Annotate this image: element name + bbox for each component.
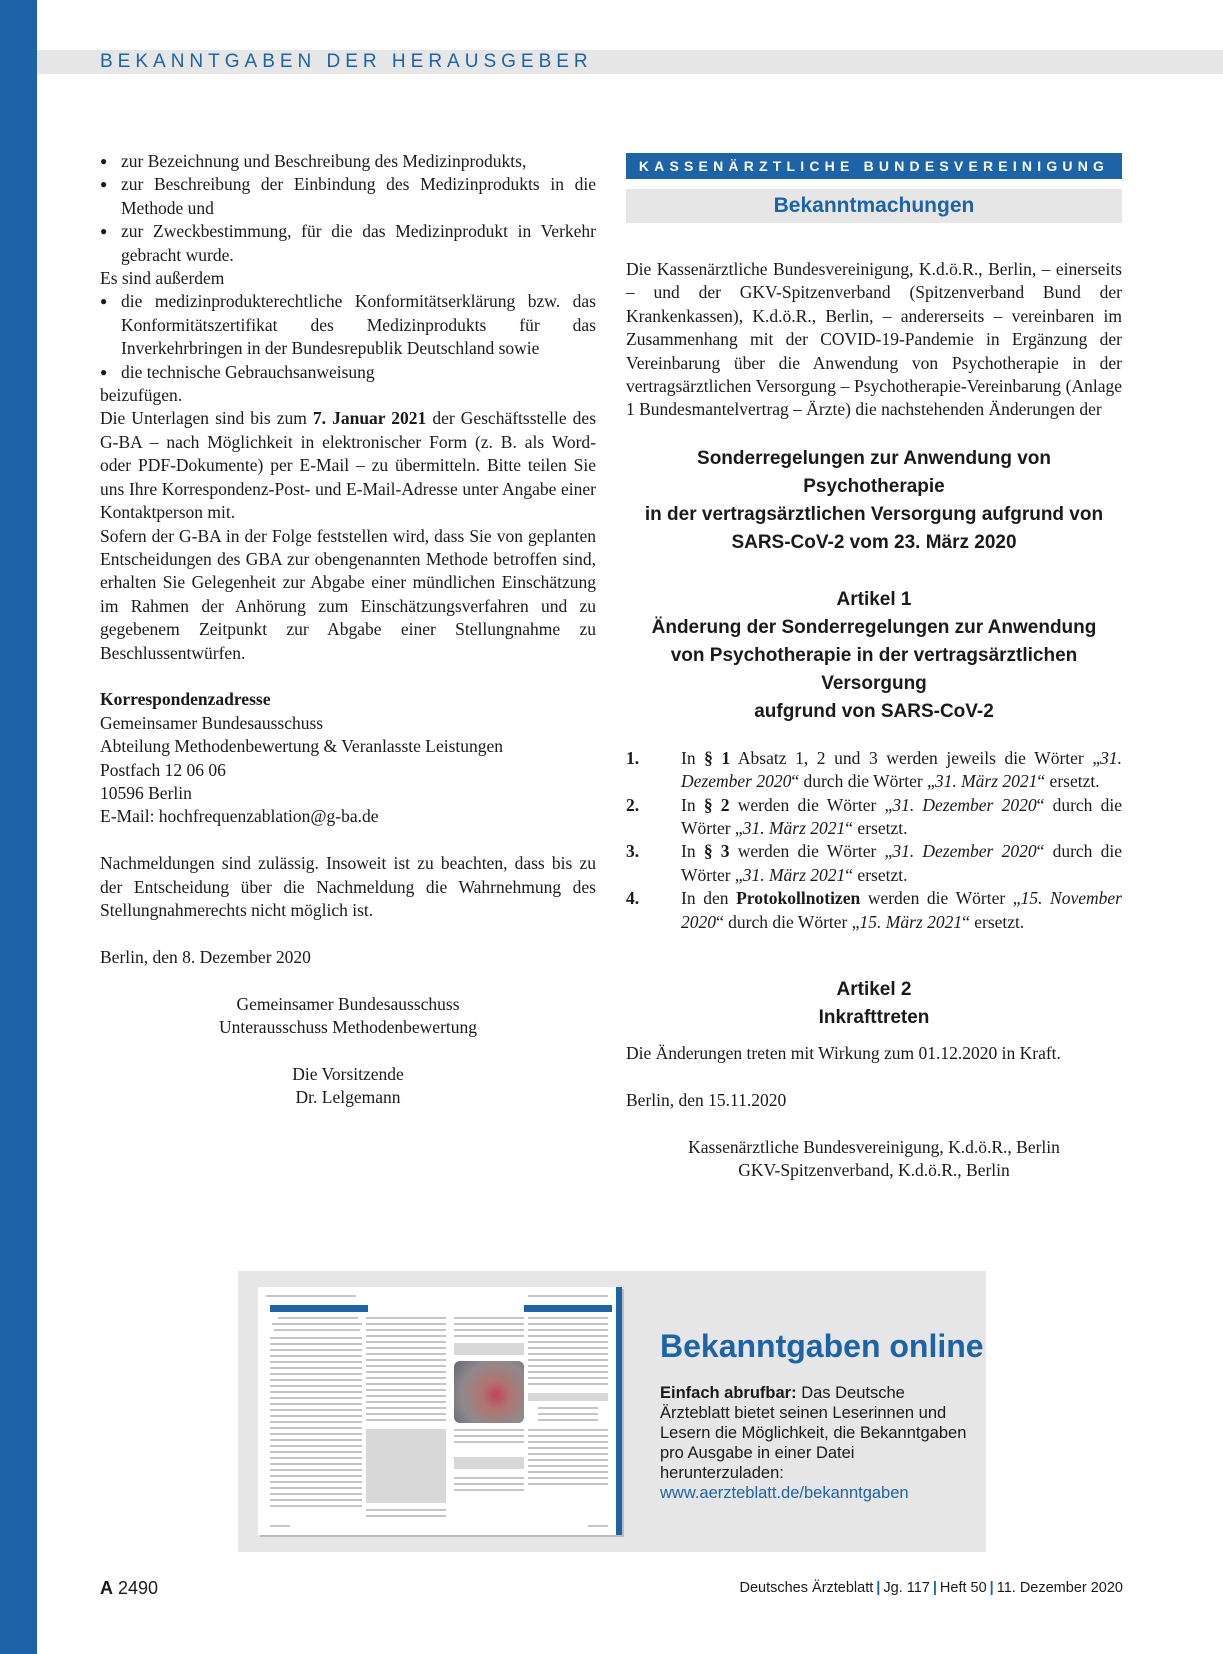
title-line: Sonderregelungen zur Anwendung von Psychotherapie: [697, 447, 1051, 497]
item-number: 4.: [626, 888, 640, 909]
inkraft-paragraph: Die Änderungen treten mit Wirkung zum 01.12.2020 in Kraft.: [626, 1043, 1061, 1064]
list-item: ● die technische Gebrauchsanweisung: [100, 361, 596, 384]
korrespondenz-heading-text: Korrespondenzadresse: [100, 689, 271, 710]
deadline-paragraph: [100, 407, 596, 524]
section-title: BEKANNTGABEN DER HERAUSGEBER: [100, 51, 593, 72]
list-item: ● die medizinprodukterechtliche Konformitätserklärung bzw. das Konformitätszertifikat des Medizinprodukts für das Inverkehrbringen in der Bundesrepublik Deutschland sowie: [100, 290, 596, 360]
ad-lead: Einfach abrufbar:: [660, 1384, 797, 1402]
artikel-line: aufgrund von SARS-CoV-2: [754, 700, 994, 722]
item-text: “ durch die Wörter „: [681, 794, 1123, 839]
item-text: “ durch die Wörter „: [681, 841, 1123, 885]
ad-title: Bekanntgaben online: [660, 1328, 984, 1364]
deadline-post: der Geschäftsstelle des G-BA – nach Möglichkeit in elektronischer Form (z. B. als Word- oder PDF-Dokumente) per E-Mail – zu übermitteln. Bitte teilen Sie uns Ihre Korrespondenz-Post- und E-Mail-Adresse unter Angabe einer Kontaktperson mit.: [100, 408, 597, 523]
list-item: [626, 887, 1122, 934]
item-ref: § 1: [704, 747, 731, 768]
bekanntmachungen-heading: Bekanntmachungen: [626, 189, 1122, 223]
item-text: In: [681, 747, 705, 768]
item-number: 2.: [626, 794, 640, 815]
item-text: werden die Wörter „: [729, 841, 893, 862]
item-text: In: [681, 794, 704, 815]
item-old-date: 31. Dezember 2020: [681, 747, 1122, 792]
journal-issue: Heft 50: [939, 1580, 987, 1596]
email-line: E-Mail: hochfrequenzablation@g-ba.de: [100, 806, 379, 827]
item-text: Absatz 1, 2 und 3 werden jeweils die Wörter „: [730, 747, 1101, 768]
item-new-date: 31. März 2021: [742, 818, 846, 839]
list-item: [626, 747, 1122, 794]
korrespondenz-heading: [100, 688, 596, 711]
item-text: “ ersetzt.: [962, 911, 1025, 932]
right-date: Berlin, den 15.11.2020: [626, 1089, 787, 1110]
item-text: “ durch die Wörter „: [716, 911, 860, 932]
item-text: werden die Wörter „: [729, 794, 893, 815]
page-number-value: 2490: [118, 1578, 159, 1598]
item-old-date: 31. Dezember 2020: [892, 794, 1037, 815]
artikel-1-heading: [626, 586, 1122, 726]
item-text: werden die Wörter „: [860, 888, 1021, 909]
journal-date: 11. Dezember 2020: [996, 1580, 1123, 1596]
list-item: ● zur Bezeichnung und Beschreibung des Medizinprodukts,: [100, 150, 596, 173]
title-line: in der vertragsärztlichen Versorgung aufgrund von: [644, 503, 1104, 525]
artikel-line: von Psychotherapie in der vertragsärztlichen Versorgung: [670, 644, 1078, 694]
deadline-pre: Die Unterlagen sind bis zum: [100, 408, 313, 429]
ad-body: Das Deutsche Ärzteblatt bietet seinen Leserinnen und Lesern die Möglichkeit, die Bekanntgaben pro Ausgabe in einer Datei herunterzuladen:: [660, 1384, 967, 1482]
ad-description: [660, 1383, 970, 1503]
artikel-line: Inkrafttreten: [818, 1007, 930, 1029]
item-text: In den: [681, 888, 737, 909]
intro-paragraph: Die Kassenärztliche Bundesvereinigung, K.d.ö.R., Berlin, – einerseits – und der GKV-Spitzenverband (Spitzenverband Bund der Krankenkassen), K.d.ö.R., Berlin, – andererseits – vereinbaren im Zusammenhang mit der COVID-19-Pandemie in Ergänzung der Vereinbarung über die Anwendung von Psychotherapie in der vertragsärztlichen Versorgung – Psychotherapie-Vereinbarung (Anlage 1 Bundesmantelvertrag – Ärzte) die nachstehenden Änderungen der: [626, 259, 1122, 420]
address-line: Gemeinsamer Bundesausschuss: [100, 712, 324, 733]
page-preview-image: [258, 1287, 622, 1535]
amendment-list: [626, 747, 1122, 934]
item-text: “ durch die Wörter „: [791, 771, 935, 792]
title-line: SARS-CoV-2 vom 23. März 2020: [731, 531, 1017, 553]
page-number: [100, 1576, 158, 1600]
list-item: ● zur Beschreibung der Einbindung des Medizinprodukts in die Methode und: [100, 173, 596, 220]
bullet-list-1: [100, 150, 596, 267]
journal-name: Deutsches Ärzteblatt: [739, 1580, 874, 1596]
list-item: [626, 794, 1122, 841]
item-new-date: 15. März 2021: [859, 911, 963, 932]
anhoerung-paragraph: Sofern der G-BA in der Folge feststellen wird, dass Sie von geplanten Entscheidungen des GBA zur obengenannten Methode betroffen sind, erhalten Sie Gelegenheit zur Abgabe einer mündlichen Einschätzung im Rahmen der Anhörung zum Einschätzungsverfahren und zu gegebenem Zeitpunkt zur Abgabe einer Stellungnahme zu Beschlussentwürfen.: [100, 525, 596, 663]
page-prefix: A: [100, 1578, 113, 1598]
signature-org: Gemeinsamer Bundesausschuss: [236, 993, 460, 1014]
item-number: 1.: [626, 747, 640, 768]
kbv-banner: KASSENÄRZTLICHE BUNDESVEREINIGUNG: [626, 153, 1122, 179]
address-line: Postfach 12 06 06: [100, 759, 226, 780]
address-block: [100, 712, 596, 829]
left-column: [100, 150, 596, 1110]
item-text: “ ersetzt.: [845, 818, 908, 839]
left-date: Berlin, den 8. Dezember 2020: [100, 946, 311, 967]
preview-photo: [454, 1361, 524, 1423]
beizufuegen: beizufügen.: [100, 385, 183, 406]
item-text: In: [681, 841, 704, 862]
item-ref: § 2: [703, 794, 730, 815]
item-number: 3.: [626, 841, 640, 862]
document-title: [626, 445, 1122, 557]
artikel-2-heading: [626, 976, 1122, 1032]
artikel-line: Artikel 2: [836, 979, 912, 1001]
journal-info: Deutsches Ärzteblatt | Jg. 117 | Heft 50 | 11. Dezember 2020: [739, 1580, 1123, 1596]
item-new-date: 31. März 2021: [742, 864, 846, 885]
signature-role: Die Vorsitzende: [292, 1063, 404, 1084]
signature-committee: Unterausschuss Methodenbewertung: [218, 1016, 478, 1037]
journal-volume: Jg. 117: [883, 1580, 930, 1596]
right-column: [626, 153, 1122, 1183]
sind-ausserdem: Es sind außerdem: [100, 268, 225, 289]
item-old-date: 15. November 2020: [681, 888, 1122, 932]
online-ad-box: [238, 1271, 986, 1552]
list-item: [626, 840, 1122, 887]
bullet-list-2: [100, 290, 596, 384]
item-ref: § 3: [703, 841, 730, 862]
item-new-date: 31. März 2021: [934, 771, 1038, 792]
item-old-date: 31. Dezember 2020: [892, 841, 1037, 862]
ad-link[interactable]: www.aerzteblatt.de/bekanntgaben: [660, 1484, 909, 1502]
address-line: Abteilung Methodenbewertung & Veranlasste Leistungen: [100, 736, 504, 757]
item-ref: Protokollnotizen: [736, 888, 861, 909]
item-text: “ ersetzt.: [845, 864, 908, 885]
signature-name: Dr. Lelgemann: [295, 1087, 401, 1108]
deadline-date: 7. Januar 2021: [312, 408, 427, 429]
nachmeldungen-paragraph: Nachmeldungen sind zulässig. Insoweit ist zu beachten, dass bis zu der Entscheidung über die Nachmeldung die Wahrnehmung des Stellungnahmerechts nicht möglich ist.: [100, 853, 596, 920]
address-line: 10596 Berlin: [100, 782, 192, 803]
list-item: ● zur Zweckbestimmung, für die das Medizinprodukt in Verkehr gebracht wurde.: [100, 220, 596, 267]
artikel-line: Änderung der Sonderregelungen zur Anwendung: [651, 616, 1097, 638]
signature-kbv: Kassenärztliche Bundesvereinigung, K.d.ö.R., Berlin: [688, 1136, 1060, 1157]
artikel-line: Artikel 1: [836, 588, 912, 610]
left-accent-bar: [0, 0, 37, 1654]
signature-gkv: GKV-Spitzenverband, K.d.ö.R., Berlin: [738, 1160, 1010, 1181]
item-text: “ ersetzt.: [1037, 771, 1100, 792]
